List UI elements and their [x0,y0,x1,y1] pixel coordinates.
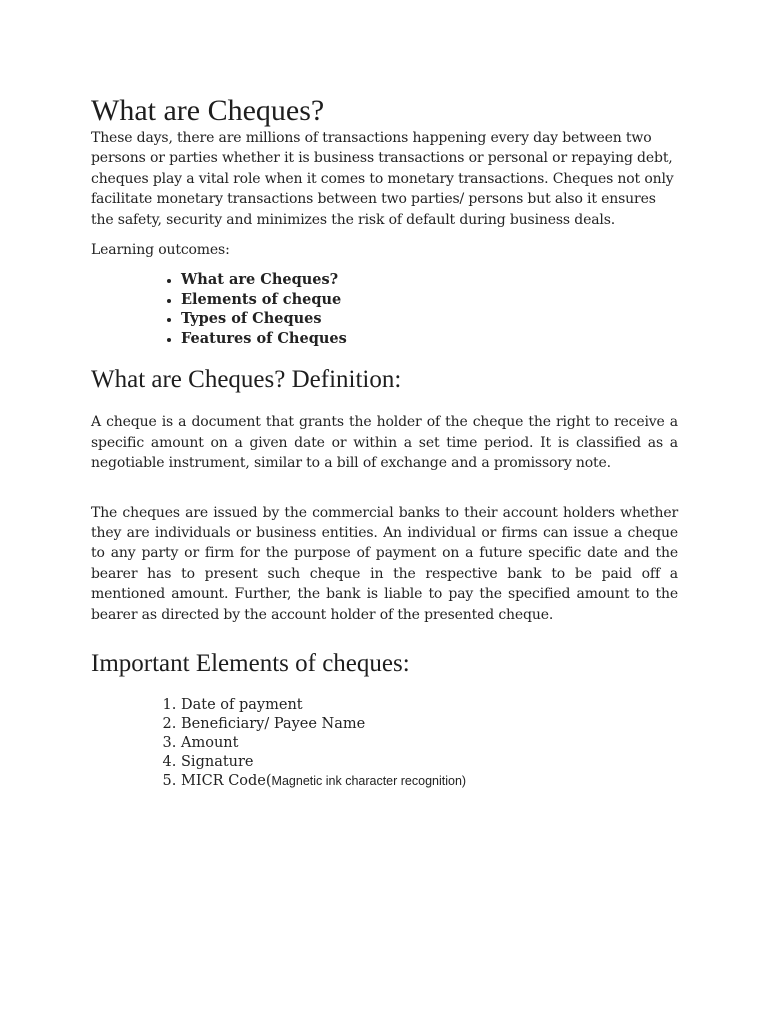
definition-paragraph: A cheque is a document that grants the holder of the cheque the right to receive a specific amount on a given date or within a set time period. It is classified as a negotiable instrument, similar to a bill of exchange and a promissory note. [91,414,678,472]
micr-label: MICR Code( [181,773,272,790]
list-item: 4. Signature [181,753,678,772]
list-item-micr [181,772,678,791]
elements-list [91,696,678,791]
list-item: 2. Beneficiary/ Payee Name [181,715,678,734]
learning-outcomes-label: Learning outcomes: [91,242,230,259]
page-title: What are Cheques? [91,94,325,127]
micr-note: Magnetic ink character recognition) [271,774,467,789]
elements-heading: Important Elements of cheques: [91,650,410,678]
list-item: • What are Cheques? [181,270,678,290]
document-content [91,94,678,791]
list-item: • Elements of cheque [181,290,678,310]
issuance-paragraph: The cheques are issued by the commercial banks to their account holders whether they are individuals or business entities. An individual or firms can issue a cheque to any party or firm for the purpose of payment on a future specific date and the bearer has to present such cheque in the respective bank to be paid off a mentioned amount. Further, the bank is liable to pay the specified amount to the bearer as directed by the account holder of the presented cheque. [91,504,678,623]
definition-heading: What are Cheques? Definition: [91,366,402,394]
list-item: 3. Amount [181,734,678,753]
list-item: • Types of Cheques [181,309,678,329]
list-item: • Features of Cheques [181,329,678,349]
list-item: 1. Date of payment [181,696,678,715]
intro-paragraph: These days, there are millions of transactions happening every day between two persons or parties whether it is business transactions or personal or repaying debt, cheques play a vital role when it comes to monetary transactions. Cheques not only facilitate monetary transactions between two parties/ persons but also it ensures the safety, security and minimizes the risk of default during business deals. [91,130,674,228]
learning-outcomes-list [91,270,678,348]
